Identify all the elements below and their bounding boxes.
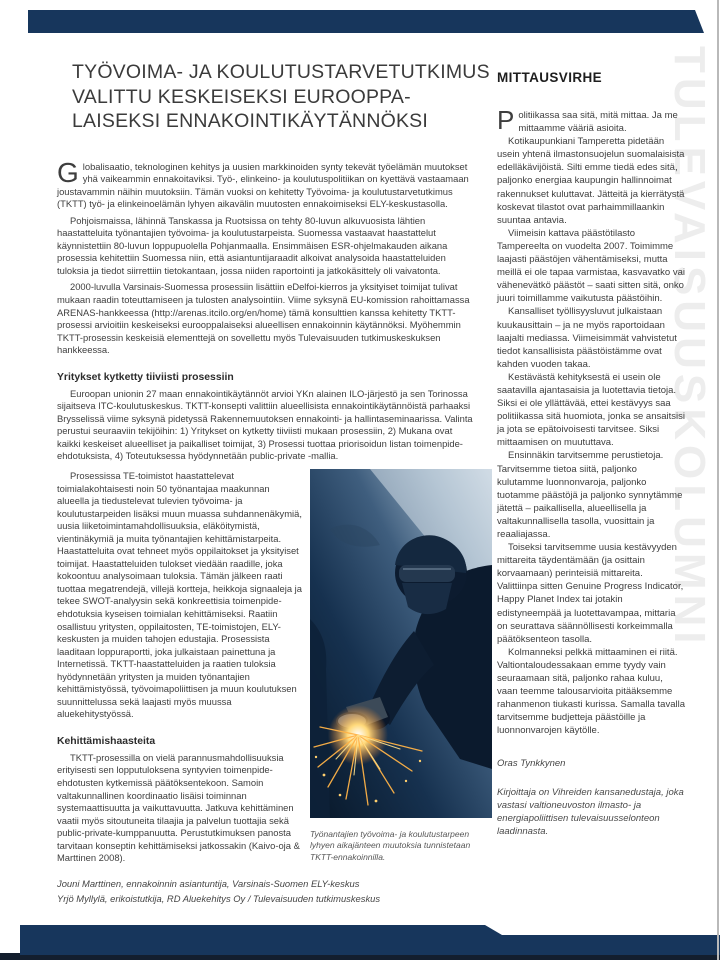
lead-paragraph-text: lobalisaatio, teknologinen kehitys ja uusien markkinoiden synty tekevät työelämän muutokset yhä vaikeammin ennakoitaviksi. Työ-, elinkeino- ja koulutuspolitiikan on kyettävä vastaamaan joustavammin näihin muutoksiin. Tämän vuoksi on kehitetty Työvoima- ja koulutustarvetutkimus (TKTT) työ- ja elinkeinoelämän lyhyen aikavälin muutosten ennakoimiseksi ELY-keskustasolla. [57,160,469,210]
paragraph: Prosessissa TE-toimistot haastattelevat toimialakohtaisesti noin 50 työnantajaa maakunnan alueella ja tiedustelevat tulevien työvoima- ja koulutustarpeiden lisäksi muun muassa suhdannenäkymiä, uusia liiketoimintamahdollisuuksia, eläköitymistä, vientinäkymiä ja muita työnantajien kehittämistarpeita. Haastatteluita ovat tehneet myös oppilaitokset ja yksityiset toimijat. Haastatteluiden tulokset viedään raadille, joka kokoontuu analysoimaan tuloksia. Tämän jälkeen raati tuottaa megatrendejä, villejä kortteja, heikkoja signaaleja ja tekee SWOT-analyysin sekä konkreettisia toimenpide-ehdotuksia kyseisen toimialan kehittämiseksi. Raatiin osallistuu yritysten, oppilaitosten, TE-toimistojen, ELY-keskusten ja muiden tahojen edustajia. Prosessista laaditaan loppuraportti, joka julkaistaan painettuna ja Internetissä. TKTT-haastatteluiden ja raatien tuloksia hyödynnetään yritysten ja muiden työnantajien kehittämistyössä, työvoimapoliittisen ja muun koulutuksen suunnittelussa sekä laajasti myös muussa aluekehitystyössä. [57,470,302,720]
section-heading-process: Yritykset kytketty tiiviisti prosessiin [57,371,234,383]
lead-paragraph [57,156,478,211]
main-article [57,60,490,463]
paragraph: Toiseksi tarvitsemme uusia kestävyyden mittareita täydentämään (ja osittain korvaamaan) perinteisiä mittareita. Valittiinpa sitten Genuine Progress Indicator, Happy Planet Index tai jotakin edistyneempää ja luotettavampaa, mittaria on seurattava säännöllisesti korkeimmalla päätöksenteon tasolla. [497,542,684,645]
title-line: VALITTU KESKEISEKSI EUROOPPA- [72,85,411,108]
title-line: TYÖVOIMA- JA KOULUTUSTARVETUTKIMUS [72,61,490,83]
page-right-edge [717,0,719,960]
article-intro [57,156,478,463]
article-title [72,60,490,134]
paragraph: Pohjoismaissa, lähinnä Tanskassa ja Ruotsissa on tehty 80-luvun alkuvuosista lähtien haastatteluita työnantajien työvoima- ja koulutustarpeista. Suomessa vastaavat haastattelut käynnistettiin 80-luvun loppupuolella Pohjanmaalla. Ensimmäisen ESR-ohjelmakauden aikana prosessia kehitettiin Suomessa niin, että asiantuntijaraadit alkoivat analysoida haastatteluiden tuloksia ja tiedot siirrettiin tietokantaan, jossa niiden raportointi ja jatkokäsittely oli vaivatonta. [57,214,448,276]
paragraph: Kolmanneksi pelkkä mittaaminen ei riitä. Valtiontaloudessakaan emme tyydy vain seuraamaan sitä, paljonko rahaa kuluu, vaan teemme talousarvioita pitääksemme rahanmenon tiukasti kurissa. Samalla tavalla tarvitsemme budjetteja päästöille ja luonnonvarojen käytölle. [497,646,685,737]
sidebar-drop-cap-letter: P [497,105,515,135]
paragraph: Ensinnäkin tarvitsemme perustietoja. Tarvitsemme tietoa siitä, paljonko kulutamme luonnonvaroja, paljonko tuotamme päästöjä ja paljonko synnytämme jätettä – paikallisella, alueellisella ja valtakunnallisella tasolla, vuosittain ja reaaliajassa. [497,450,683,540]
drop-cap-letter: G [57,156,79,188]
column-author-bio: Kirjoittaja on Vihreiden kansanedustaja, joka vastasi valtioneuvoston ilmasto- ja energiapoliittisen tulevaisuusselonteon laadinnasta. [497,786,684,838]
paragraph: Viimeisin kattava päästötilasto Tampereelta on vuodelta 2007. Toimimme laajasti päästöjen vähentämiseksi, mutta meillä ei ole tapaa varmistaa, kasvavatko vai vähenevätkö päästöt – saati sitten sitä, onko juuri toimillamme vaikutusta päästöihin. [497,227,685,305]
vertical-watermark-text: TULEVAISUUSKOLUMNI [665,46,714,649]
credit-line: Yrjö Myllylä, erikoistutkija, RD Aluekehitys Oy / Tulevaisuuden tutkimuskeskus [57,892,381,904]
intro-paragraph-group [57,215,478,357]
title-line: LAISEKSI ENNAKOINTIKÄYTÄNNÖKSI [72,110,429,132]
paragraph: Kansalliset työllisyysluvut julkaistaan kuukausittain – ja ne myös raportoidaan laajalti mediassa. Viimeisimmät vahvistetut tiedot kansallisista päästöistämme ovat kahden vuoden takaa. [497,306,677,370]
article-photo-figure [310,469,492,863]
paragraph: Kotikaupunkiani Tamperetta pidetään usein yhtenä ilmastonsuojelun suomalaisista edelläkävijöistä. Silti emme tiedä edes sitä, paljonko energiaa kaupungin hallinnoimat rakennukset kuluttavat. Jätteitä ja kierrätystä koskevat tilastot ovat parhaimmillaankin suuntaa antavia. [497,136,685,226]
welder-photo [310,469,492,818]
top-accent-bar [28,10,704,33]
article-narrow-column [57,466,303,865]
sidebar-lead-text: olitiikassa saa sitä, mitä mittaa. Ja me mittaamme vääriä asioita. [518,110,678,135]
section1-paragraph-group [57,388,478,463]
credit-line: Jouni Marttinen, ennakoinnin asiantuntija, Varsinais-Suomen ELY-keskus [57,878,360,889]
paragraph: TKTT-prosessilla on vielä parannusmahdollisuuksia erityisesti sen lopputuloksena syntyvien toimenpide-ehdotusten kytkemissä päätöksentekoon. Samoin valtakunnallinen koordinaatio lisäisi toiminnan systemaattisuutta ja vaikuttavuutta. Jatkuva kehittäminen vaatii myös sitoutuneita tilaajia ja palvelun tuottajia sekä public-private-kumppanuutta. Perustutkimuksen panosta tarvitaan konseptin kehittämiseksi jatkossakin (Kaivo-oja & Marttinen 2008). [57,751,300,864]
future-column-sidebar [497,70,685,838]
section2-paragraph-group [57,752,303,865]
sidebar-lead-paragraph [497,105,685,135]
column-author: Oras Tynkkynen [497,757,566,769]
paragraph: Euroopan unionin 27 maan ennakointikäytännöt arvioi YKn alainen ILO-järjestö ja sen Torinossa sijaitseva ITC-koulutuskeskus. TKTT-konsepti valittiin alueellisista ennakointikäytännöistä parhaaksi Brysselissä viime syksynä pidetyssä Rakennemuutoksen ennakointi- ja hallintaseminaarissa. Valinta perustui seuraaviin tekijöihin: 1) Yritykset on kytketty tiiviisti mukaan prosessiin, 2) Mukana ovat kaikki keskeiset alueelliset ja paikalliset toimijat, 3) Prosessi tuottaa priorisoidun listan toimenpide-ehdotuksista, 4) Toteutuksessa hyödynnetään public-private -mallia. [57,387,473,462]
paragraph: 2000-luvulla Varsinais-Suomessa prosessiin lisättiin eDelfoi-kierros ja yksityiset toimijat tulivat mukaan raadin toteuttamiseen ja tulosten analysointiin. Viime syksynä EU-komission rahoittamassa ARENAS-hankkeessa (http://arenas.itcilo.org/en/home) tämä konsulttien kanssa kehitetty TKTT-prosessi arvioitiin keskeiseksi eurooppalaiseksi alueellisen ennakoinnin käytännöksi. Myöhemmin TKTT-prosessin keskeisiä elementtejä on sovellettu myös Tulevaisuuden tutkimuskeskuksen hankkeessa. [57,281,470,356]
photo-caption: Työnantajien työvoima- ja koulutustarpeen lyhyen aikajänteen muutoksia tunnistetaan TKTT-ennakoinnilla. [310,829,471,862]
paragraph: Kestävästä kehityksestä ei usein ole saatavilla ajantasaisia ja luotettavia tietoja. Siksi ei ole yllättävää, ettei kestävyys saa politiikassa sitä huomiota, jonka se ansaitsisi ja jota se epätoivoisesti tarvitsee. Siksi mittaamisen on muututtava. [497,371,685,449]
bottom-accent-bar [20,925,720,955]
sidebar-paragraph-group [497,135,685,737]
narrow-paragraph-group [57,470,303,721]
section-heading-challenges: Kehittämishaasteita [57,735,156,747]
sidebar-heading: MITTAUSVIRHE [497,70,603,85]
author-credits [57,877,497,906]
